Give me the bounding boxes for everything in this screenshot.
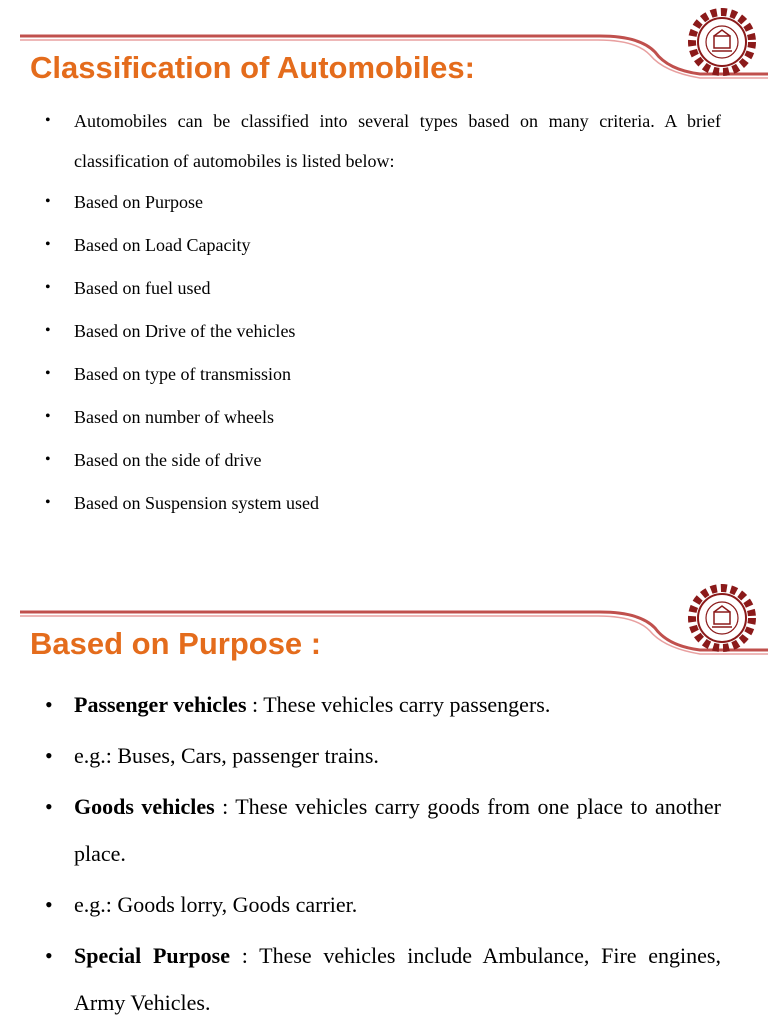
bullet-icon: • bbox=[45, 236, 51, 253]
list-item: • Based on Drive of the vehicles bbox=[0, 311, 768, 351]
bullet-icon: • bbox=[45, 112, 51, 129]
bullet-icon: • bbox=[45, 943, 53, 968]
criteria-list bbox=[0, 101, 768, 526]
list-item: • e.g.: Goods lorry, Goods carrier. bbox=[0, 881, 768, 928]
slide-based-on-purpose bbox=[0, 578, 768, 1024]
list-item: • Based on the side of drive bbox=[0, 440, 768, 480]
university-logo bbox=[684, 580, 760, 656]
bullet-icon: • bbox=[45, 279, 51, 296]
bullet-icon: • bbox=[45, 743, 53, 768]
bullet-icon: • bbox=[45, 494, 51, 511]
list-item: • Goods vehicles : These vehicles carry goods from one place to another place. bbox=[0, 783, 768, 877]
list-item: • Special Purpose : These vehicles include Ambulance, Fire engines, Army Vehicles. bbox=[0, 932, 768, 1024]
bullet-icon: • bbox=[45, 193, 51, 210]
bullet-icon: • bbox=[45, 322, 51, 339]
university-logo bbox=[684, 4, 760, 80]
list-item: • Based on Suspension system used bbox=[0, 483, 768, 523]
slide-title: Classification of Automobiles: bbox=[30, 50, 475, 85]
list-item: • Based on Load Capacity bbox=[0, 225, 768, 265]
bullet-icon: • bbox=[45, 692, 53, 717]
list-item: • Based on fuel used bbox=[0, 268, 768, 308]
purpose-list bbox=[0, 681, 768, 1024]
list-item: • Based on Purpose bbox=[0, 182, 768, 222]
list-item: • Based on type of transmission bbox=[0, 354, 768, 394]
bullet-icon: • bbox=[45, 892, 53, 917]
list-item: • Based on number of wheels bbox=[0, 397, 768, 437]
bullet-icon: • bbox=[45, 794, 53, 819]
list-item: • Passenger vehicles : These vehicles carry passengers. bbox=[0, 681, 768, 728]
bullet-icon: • bbox=[45, 451, 51, 468]
list-item: • e.g.: Buses, Cars, passenger trains. bbox=[0, 732, 768, 779]
bullet-icon: • bbox=[45, 365, 51, 382]
slide-title: Based on Purpose : bbox=[30, 626, 322, 661]
bullet-icon: • bbox=[45, 408, 51, 425]
list-item: • Automobiles can be classified into several types based on many criteria. A brief classification of automobiles is listed below: bbox=[0, 101, 768, 181]
